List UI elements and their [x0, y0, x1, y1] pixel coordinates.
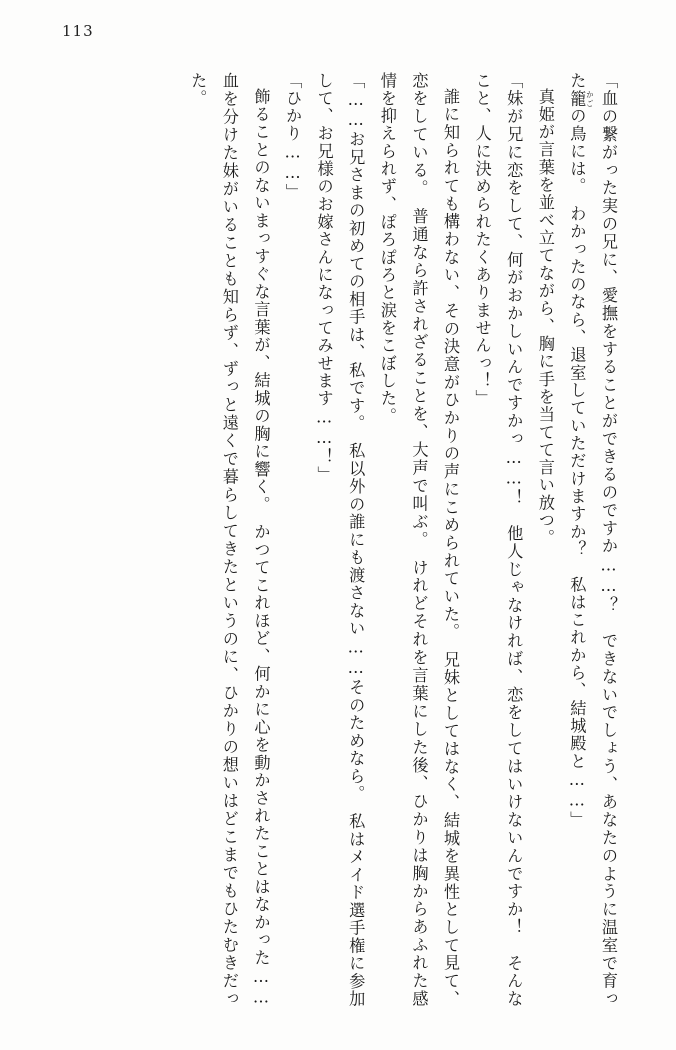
ruby-kago	[567, 89, 595, 108]
paragraph-6: 「ひかり……」	[283, 72, 303, 202]
paragraph-4: 誰に知られても構わない、その決意がひかりの声にこめられていた。 兄妹としてはなく、結城を異性として見て、恋をしている。 普通なら許されざることを、大声で叫ぶ。 けれどそれを言葉にした後、ひかりは胸からあふれた感情を抑えられず、ぽろぽろと涙をこぼした。	[377, 72, 461, 1008]
paragraph-1-run-3: の鳥には。 わかったのなら、退室していただけますか？ 私はこれから、結城殿と……」	[567, 107, 587, 829]
ruby-text: かご	[585, 89, 595, 108]
paragraph-2: 真姫が言葉を並べ立てながら、胸に手を当てて言い放つ。	[535, 88, 555, 548]
paragraph-5: 「……お兄さまの初めての相手は、私です。 私以外の誰にも渡さない……そのためなら。 私はメイド選手権に参加して、お兄様のお嫁さんになってみせます……！」	[314, 72, 366, 1008]
page-number: 113	[62, 22, 94, 40]
paragraph-1	[561, 72, 624, 1008]
body-text-vertical	[52, 72, 624, 1008]
paragraph-1-run-1: 「血の繋がった実の兄に、愛撫をすることができるのですか……？ できないでしょう、あなたのように温室で育った	[567, 72, 618, 1008]
paragraph-7: 飾ることのないまっすぐな言葉が、結城の胸に響く。 かつてこれほど、何かに心を動かされたことはなかった……血を分けた妹がいることも知らず、ずっと遠くで暮らしてきたというのに、ひかりの想いはどこまでもひたむきだった。	[188, 72, 271, 1008]
paragraph-3: 「妹が兄に恋をして、何がおかしいんですかっ……！ 他人じゃなければ、恋をしてはいけないんですか！ そんなこと、人に決められたくありませんっ！」	[472, 72, 524, 1008]
ruby-base: 籠	[567, 89, 587, 108]
